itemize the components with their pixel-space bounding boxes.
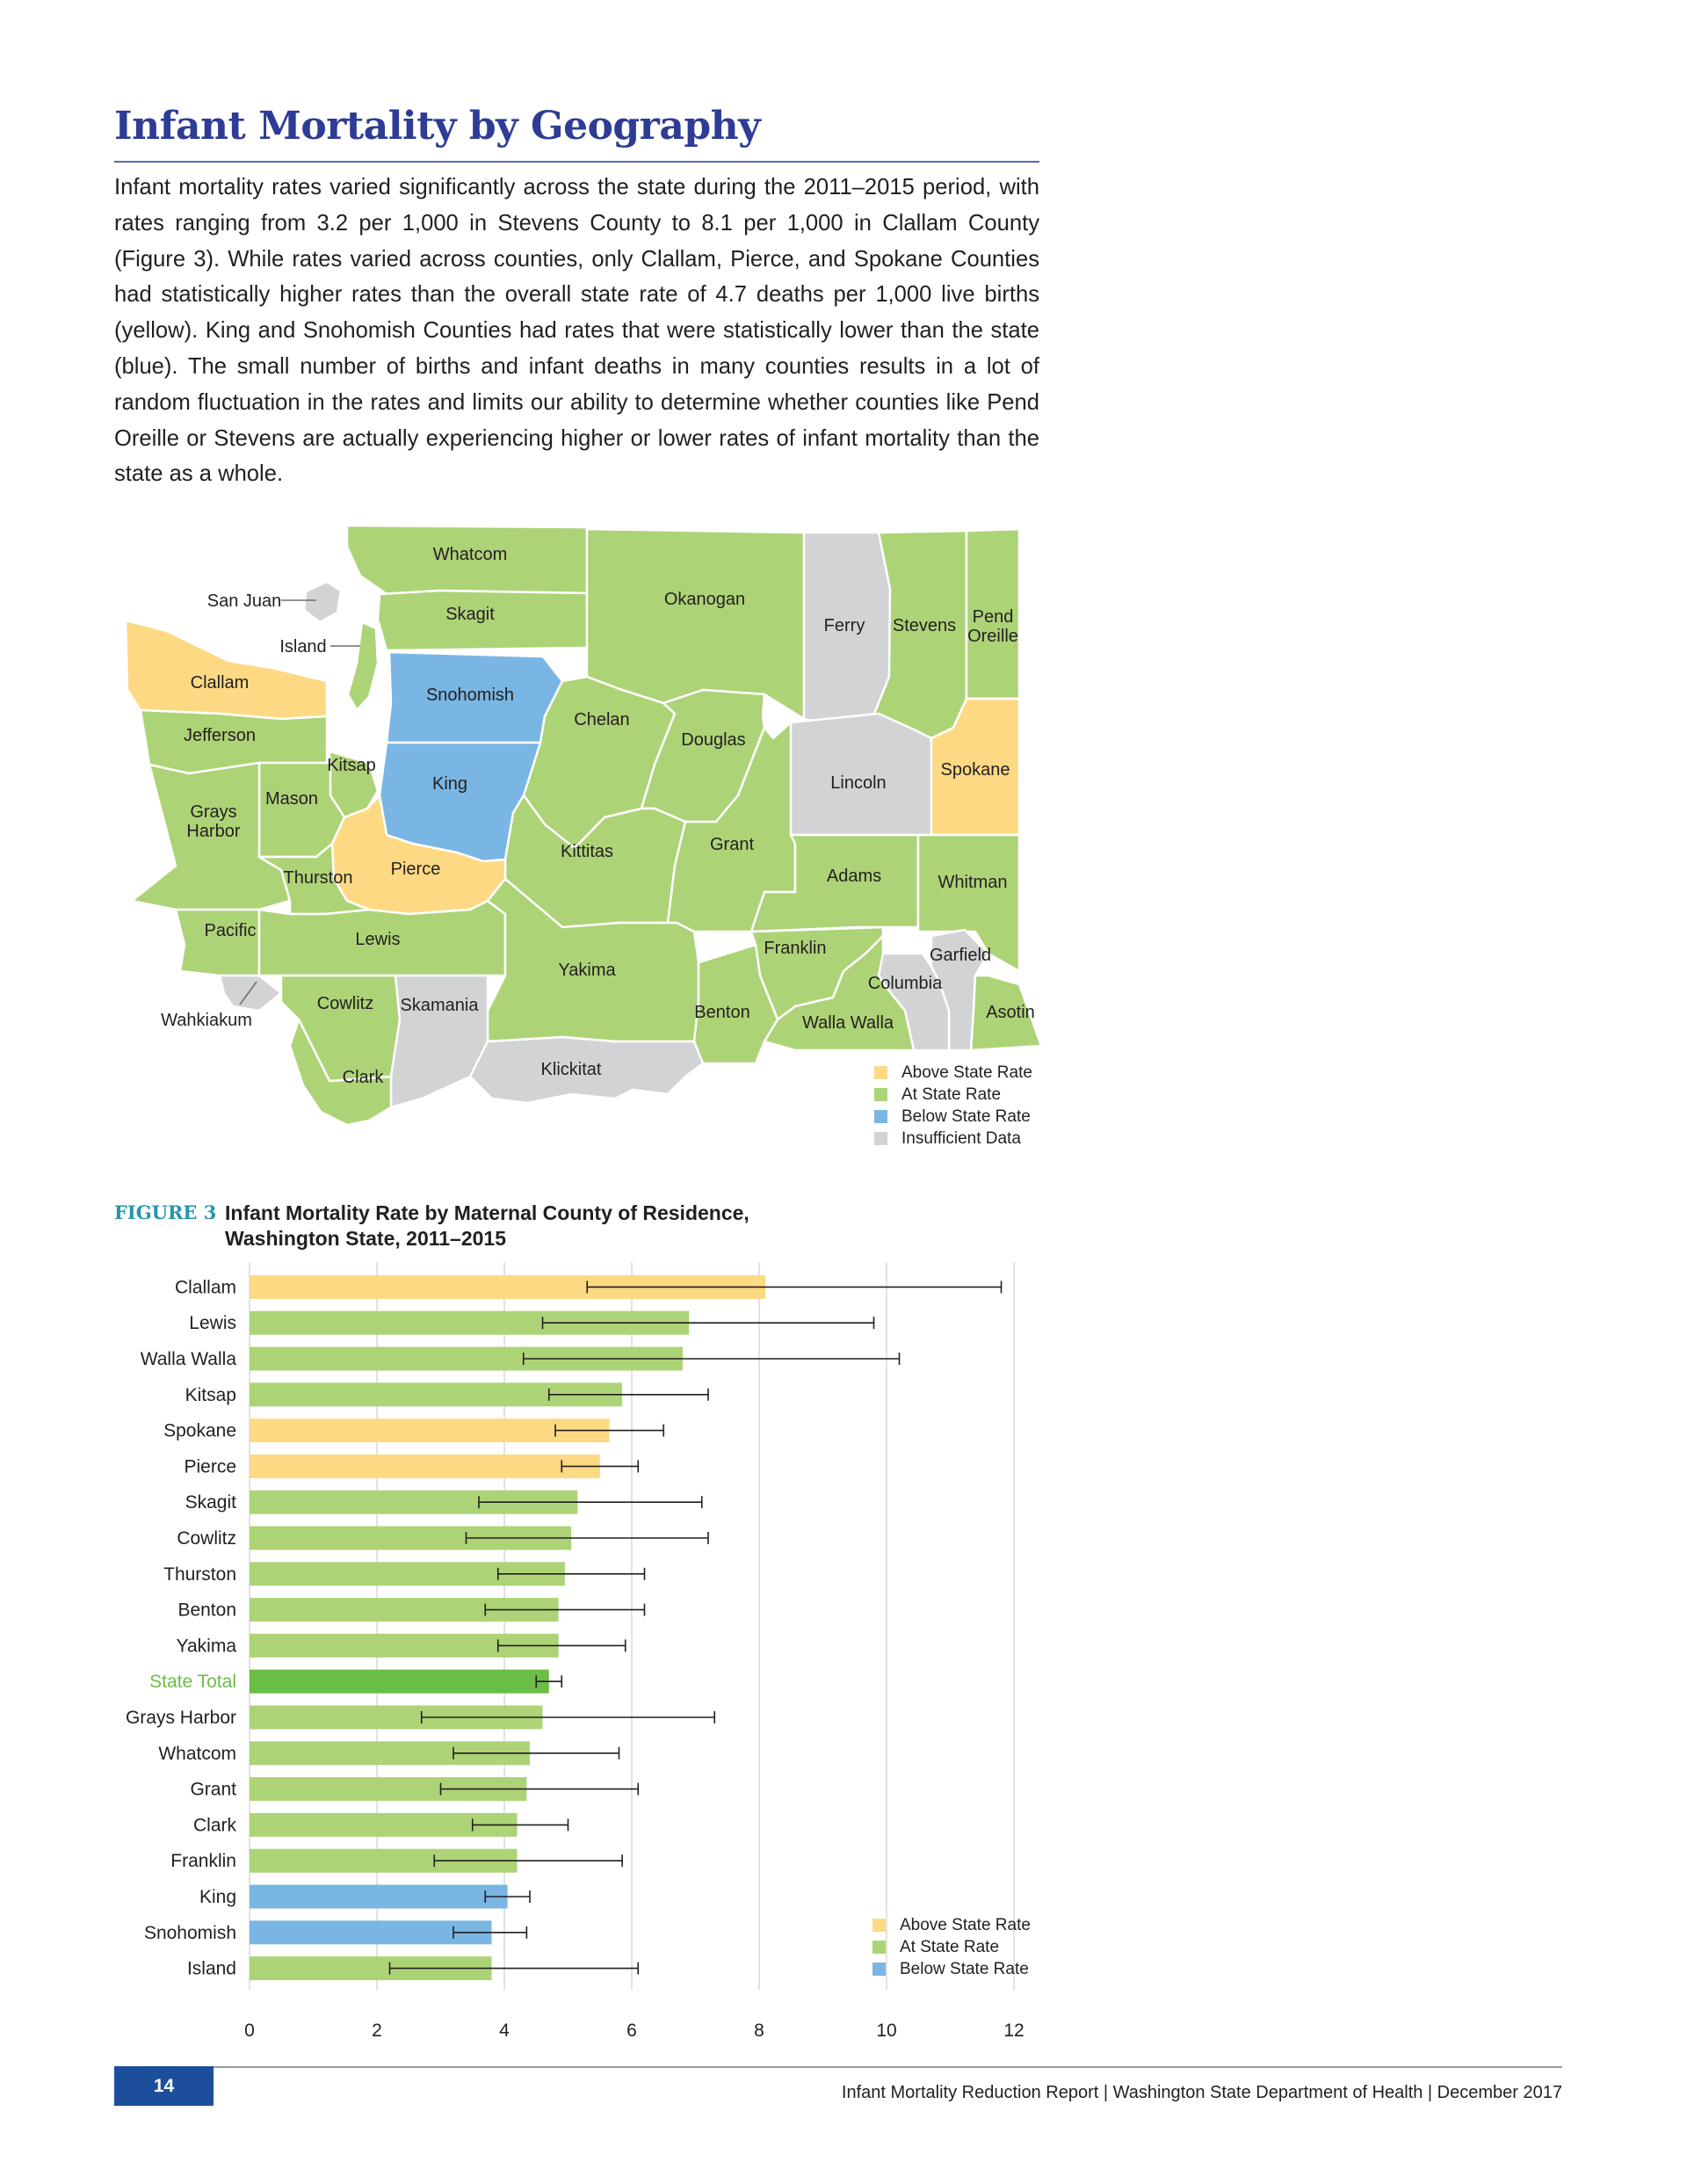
county-label-pacific: Pacific xyxy=(204,921,257,940)
bar-king xyxy=(250,1885,508,1909)
legend-label: Insufficient Data xyxy=(901,1128,1021,1148)
category-label: Cowlitz xyxy=(177,1528,236,1549)
x-tick-label: 4 xyxy=(499,2021,510,2041)
x-tick-label: 10 xyxy=(876,2021,897,2041)
county-label-douglas: Douglas xyxy=(681,730,746,750)
figure-number: FIGURE 3 xyxy=(114,1201,217,1223)
chart-legend-at xyxy=(872,1936,1031,1958)
county-label-klickitat: Klickitat xyxy=(540,1060,602,1079)
category-label: King xyxy=(199,1887,236,1907)
x-tick-label: 6 xyxy=(626,2021,637,2041)
category-label: Skagit xyxy=(185,1492,236,1513)
legend-label: Above State Rate xyxy=(901,1063,1032,1082)
county-label-island: Island xyxy=(279,637,327,657)
legend-label: Above State Rate xyxy=(900,1915,1031,1934)
county-label-chelan: Chelan xyxy=(574,710,630,729)
category-label: Thurston xyxy=(163,1564,236,1585)
county-label-ferry: Ferry xyxy=(823,616,865,635)
figure-title-line1: Infant Mortality Rate by Maternal County of Residence, xyxy=(225,1201,749,1224)
above-swatch xyxy=(872,1919,886,1932)
county-label-franklin: Franklin xyxy=(764,939,827,958)
county-label-yakima: Yakima xyxy=(558,961,616,980)
category-label: Grays Harbor xyxy=(125,1708,236,1728)
county-label-whitman: Whitman xyxy=(938,873,1008,892)
county-label-king: King xyxy=(431,774,468,794)
county-label-columbia: Columbia xyxy=(867,974,943,993)
county-label-stevens: Stevens xyxy=(892,616,957,635)
legend-label: At State Rate xyxy=(900,1937,1000,1956)
county-label-lincoln: Lincoln xyxy=(830,773,887,793)
category-label: Yakima xyxy=(176,1636,236,1657)
category-label: State Total xyxy=(149,1672,236,1693)
county-label-kitsap: Kitsap xyxy=(327,756,376,775)
county-label-cowlitz: Cowlitz xyxy=(316,994,374,1013)
category-label: Grant xyxy=(190,1779,236,1800)
county-label-okanogan: Okanogan xyxy=(663,590,746,609)
county-label-pend-oreille: Pend Oreille xyxy=(967,607,1018,646)
county-label-thurston: Thurston xyxy=(283,868,353,888)
county-label-mason: Mason xyxy=(264,789,319,809)
category-label: Clark xyxy=(192,1815,236,1836)
county-label-snohomish: Snohomish xyxy=(425,686,515,705)
county-label-grant: Grant xyxy=(709,835,755,854)
county-label-benton: Benton xyxy=(694,1003,750,1022)
category-label: Whatcom xyxy=(158,1743,236,1764)
chart-legend-below xyxy=(872,1958,1031,1980)
legend-label: Below State Rate xyxy=(900,1959,1029,1978)
category-label: Kitsap xyxy=(185,1384,236,1405)
footer-text: Infant Mortality Reduction Report | Washington State Department of Health | December 2017 xyxy=(841,2083,1562,2102)
category-label: Benton xyxy=(177,1600,236,1621)
county-label-walla-walla: Walla Walla xyxy=(801,1013,894,1033)
county-label-pierce: Pierce xyxy=(390,860,441,879)
county-label-whatcom: Whatcom xyxy=(432,545,508,564)
figure-title-line2: Washington State, 2011–2015 xyxy=(225,1227,507,1250)
category-label: Walla Walla xyxy=(140,1349,236,1369)
x-tick-label: 2 xyxy=(372,2021,382,2041)
intro-paragraph: Infant mortality rates varied significantly across the state during the 2011–2015 period, with rates ranging from 3.2 per 1,000 in Stevens County to 8.1 per 1,000 in Clallam County (Figure 3). While rates varied across counties, only Clallam, Pierce, and Spokane Counties had statistically higher rates than the overall state rate of 4.7 deaths per 1,000 live births (yellow). King and Snohomish Counties had rates that were statistically lower than the state (blue). The small number of births and infant deaths in many counties results in a lot of random fluctuation in the rates and limits our ability to determine whether counties like Pend Oreille or Stevens are actually experiencing higher or lower rates of infant mortality than the state as a whole. xyxy=(114,175,1039,487)
county-label-skagit: Skagit xyxy=(445,605,495,624)
legend-label: At State Rate xyxy=(901,1085,1002,1104)
county-label-spokane: Spokane xyxy=(940,760,1010,780)
county-label-san-juan: San Juan xyxy=(206,591,282,611)
category-label: Franklin xyxy=(170,1851,236,1872)
county-label-clark: Clark xyxy=(342,1068,384,1087)
category-label: Snohomish xyxy=(143,1922,236,1943)
chart-legend xyxy=(872,1914,1031,1980)
county-label-wahkiakum: Wahkiakum xyxy=(161,1011,252,1030)
category-label: Pierce xyxy=(184,1456,236,1477)
county-label-kittitas: Kittitas xyxy=(560,842,614,861)
county-label-asotin: Asotin xyxy=(986,1003,1035,1022)
category-label: Island xyxy=(186,1958,236,1979)
county-label-adams: Adams xyxy=(826,867,882,886)
footer-rule xyxy=(214,2066,1562,2068)
county-label-grays-harbor: Grays Harbor xyxy=(186,802,241,841)
below-swatch xyxy=(872,1963,886,1976)
bar-pierce xyxy=(250,1455,600,1478)
county-label-skamania: Skamania xyxy=(400,996,479,1015)
category-label: Lewis xyxy=(189,1313,236,1334)
category-label: Clallam xyxy=(174,1277,236,1298)
legend-label: Below State Rate xyxy=(901,1107,1031,1126)
page-number: 14 xyxy=(114,2066,214,2106)
at-swatch xyxy=(872,1941,886,1954)
county-label-jefferson: Jefferson xyxy=(184,726,256,745)
category-label: Spokane xyxy=(163,1420,236,1441)
bar-state-total xyxy=(250,1670,549,1694)
x-tick-label: 0 xyxy=(244,2021,255,2041)
chart-legend-above xyxy=(872,1914,1031,1936)
county-label-clallam: Clallam xyxy=(190,673,250,693)
county-label-garfield: Garfield xyxy=(929,946,992,965)
county-label-lewis: Lewis xyxy=(355,930,401,949)
page-title: Infant Mortality by Geography xyxy=(114,104,761,149)
x-tick-label: 12 xyxy=(1003,2021,1025,2041)
x-tick-label: 8 xyxy=(754,2021,764,2041)
